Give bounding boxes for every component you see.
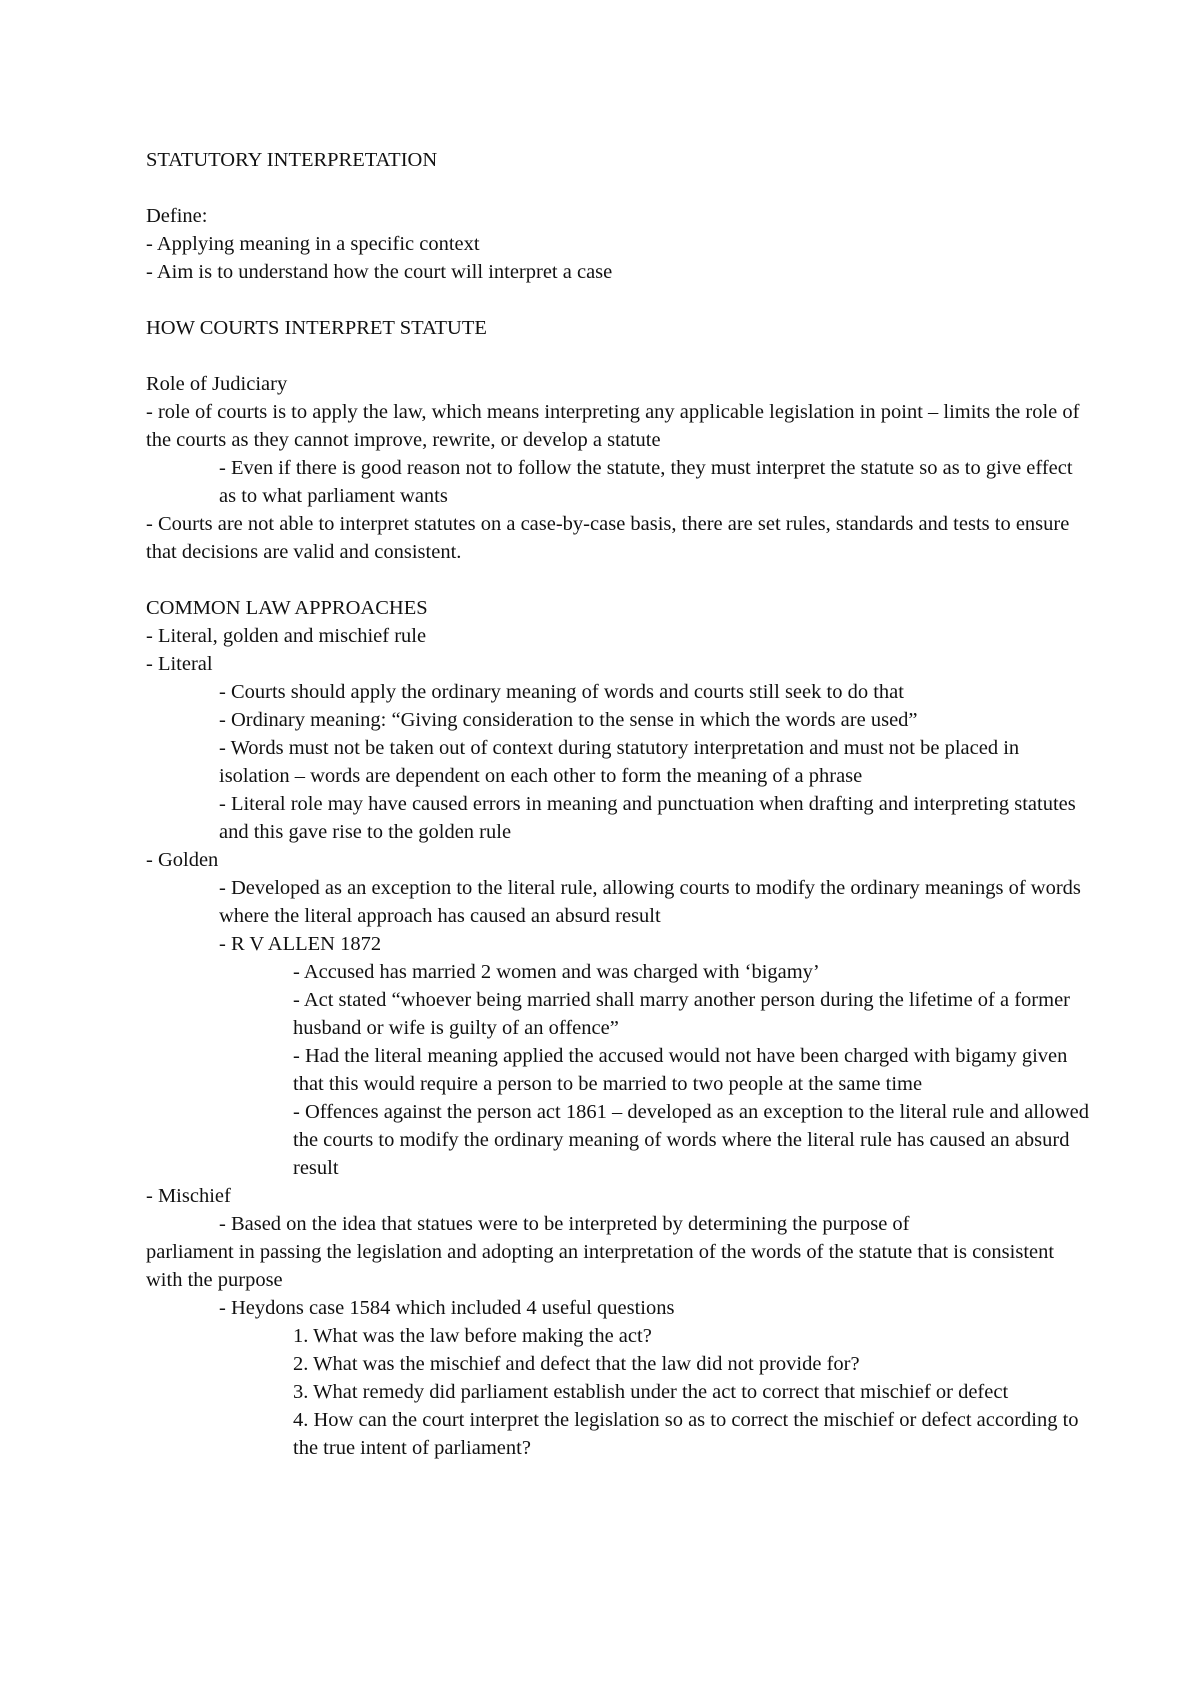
define-label: Define: bbox=[146, 205, 208, 227]
paragraph: - role of courts is to apply the law, which means interpreting any applicable legislation in point – limits the role of the courts as they cannot improve, rewrite, or develop a statute bbox=[146, 401, 1080, 451]
sub-point: - Words must not be taken out of context during statutory interpretation and must not be placed in isolation – words are dependent on each other to form the meaning of a phrase bbox=[219, 737, 1020, 787]
case-name: - Heydons case 1584 which included 4 useful questions bbox=[219, 1297, 675, 1319]
spacer bbox=[146, 342, 1090, 370]
sub-point-continuation: parliament in passing the legislation and adopting an interpretation of the words of the statute that is consistent with the purpose bbox=[146, 1241, 1055, 1291]
section-heading: HOW COURTS INTERPRET STATUTE bbox=[146, 317, 487, 339]
paragraph: - Courts are not able to interpret statutes on a case-by-case basis, there are set rules, standards and tests to ensure that decisions are valid and consistent. bbox=[146, 513, 1070, 563]
spacer bbox=[146, 566, 1090, 594]
spacer bbox=[146, 174, 1090, 202]
case-point: - Had the literal meaning applied the accused would not have been charged with bigamy given that this would require a person to be married to two people at the same time bbox=[293, 1045, 1068, 1095]
spacer bbox=[146, 286, 1090, 314]
case-point: - Act stated “whoever being married shall marry another person during the lifetime of a former husband or wife is guilty of an offence” bbox=[293, 989, 1071, 1039]
question-item: 2. What was the mischief and defect that the law did not provide for? bbox=[293, 1353, 860, 1375]
question-item: 4. How can the court interpret the legislation so as to correct the mischief or defect according to the true intent of parliament? bbox=[293, 1409, 1079, 1459]
question-item: 1. What was the law before making the act? bbox=[293, 1325, 652, 1347]
rule-label: - Golden bbox=[146, 849, 219, 871]
sub-point: - Developed as an exception to the literal rule, allowing courts to modify the ordinary meanings of words where the literal approach has caused an absurd result bbox=[219, 877, 1081, 927]
document-title: STATUTORY INTERPRETATION bbox=[146, 149, 438, 171]
sub-point: - Even if there is good reason not to follow the statute, they must interpret the statute so as to give effect as to what parliament wants bbox=[219, 457, 1073, 507]
define-item: - Applying meaning in a specific context bbox=[146, 233, 480, 255]
define-item: - Aim is to understand how the court will interpret a case bbox=[146, 261, 613, 283]
sub-point: - Courts should apply the ordinary meaning of words and courts still seek to do that bbox=[219, 681, 904, 703]
section-heading: COMMON LAW APPROACHES bbox=[146, 597, 428, 619]
sub-point: - Ordinary meaning: “Giving consideration to the sense in which the words are used” bbox=[219, 709, 918, 731]
subheading: Role of Judiciary bbox=[146, 373, 288, 395]
list-item: - Literal, golden and mischief rule bbox=[146, 625, 427, 647]
case-point: - Accused has married 2 women and was charged with ‘bigamy’ bbox=[293, 961, 820, 983]
case-name: - R V ALLEN 1872 bbox=[219, 933, 382, 955]
case-point: - Offences against the person act 1861 – developed as an exception to the literal rule and allowed the courts to modify the ordinary meaning of words where the literal rule has caused an absurd result bbox=[293, 1101, 1089, 1179]
sub-point-first-line: - Based on the idea that statues were to be interpreted by determining the purpose of bbox=[219, 1213, 910, 1235]
rule-label: - Mischief bbox=[146, 1185, 231, 1207]
sub-point: - Literal role may have caused errors in meaning and punctuation when drafting and interpreting statutes and this gave rise to the golden rule bbox=[219, 793, 1076, 843]
question-item: 3. What remedy did parliament establish under the act to correct that mischief or defect bbox=[293, 1381, 1009, 1403]
rule-label: - Literal bbox=[146, 653, 213, 675]
